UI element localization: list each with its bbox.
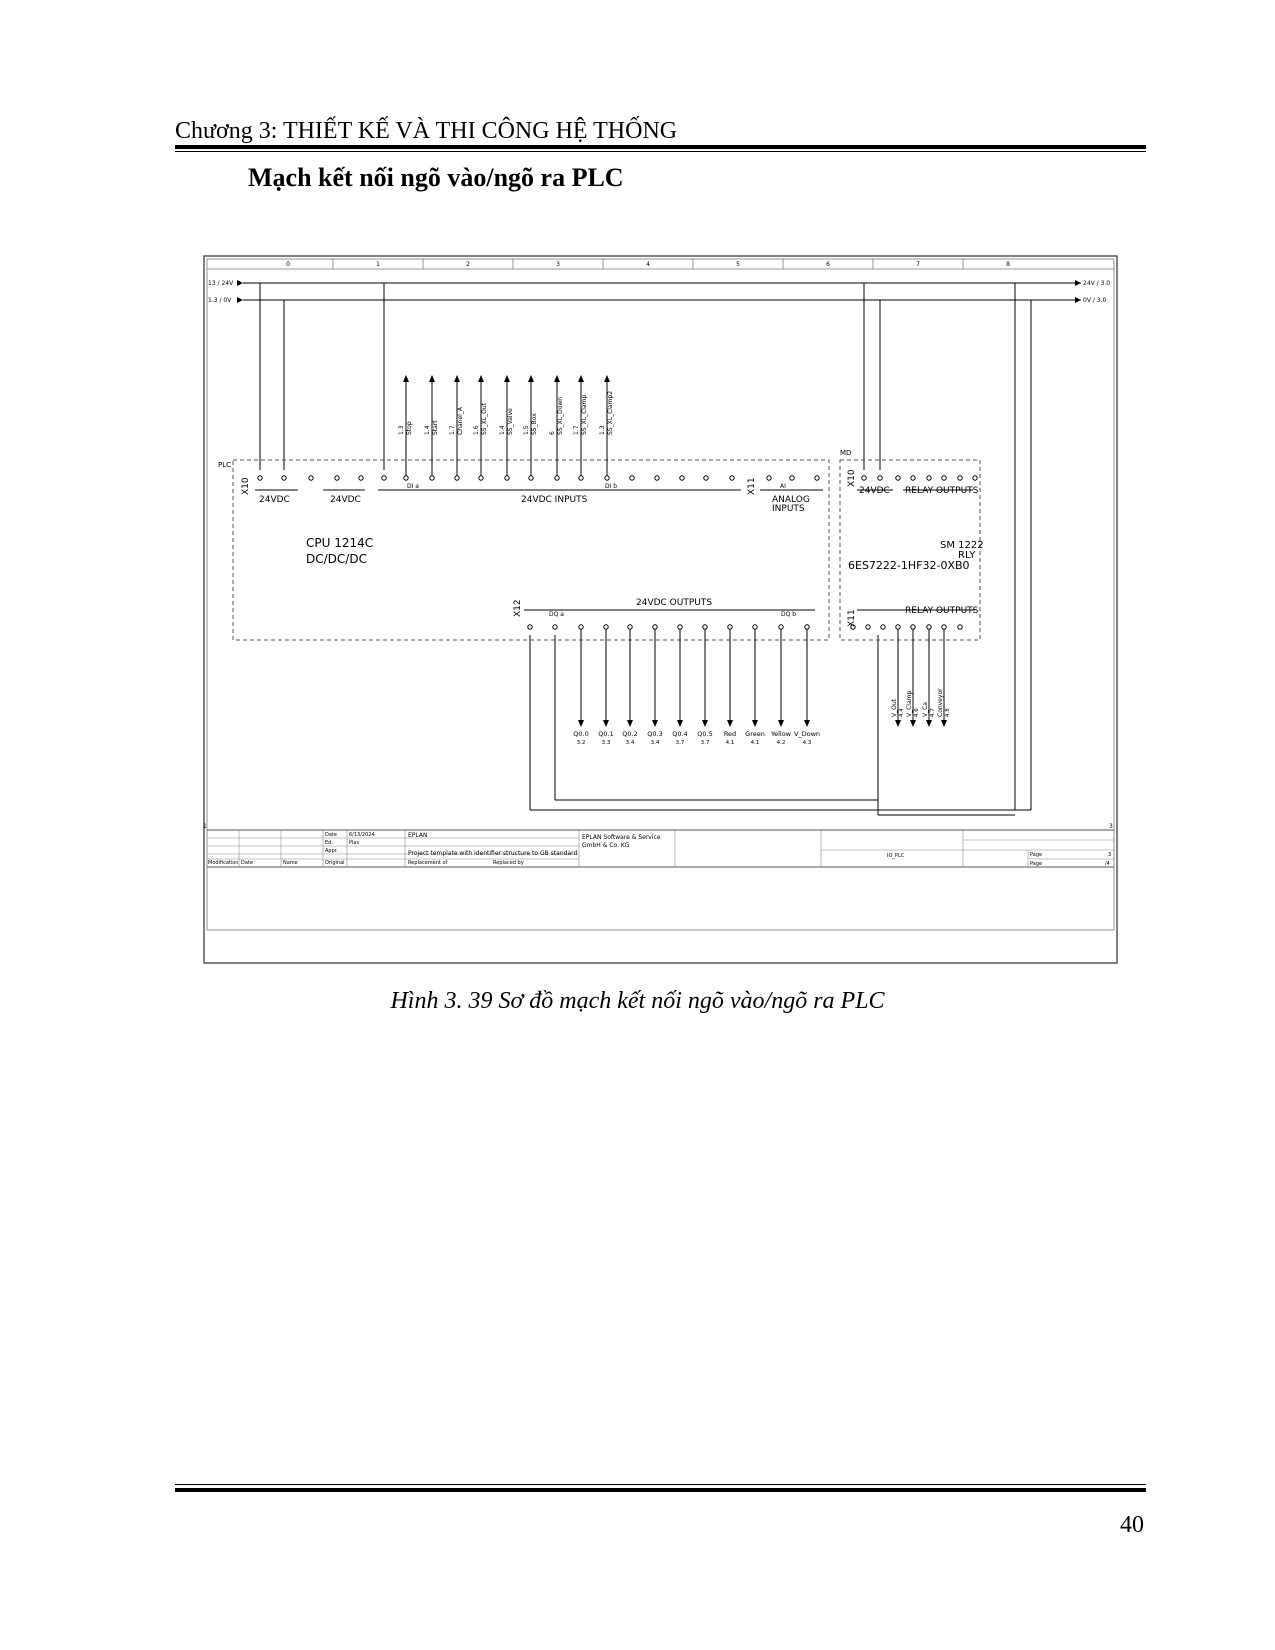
output-signal-name: Q0.4 — [672, 730, 688, 738]
tb-appr-label: Appr. — [325, 848, 338, 854]
analog-inputs-line2: INPUTS — [772, 504, 805, 514]
tb-page-total: /4 — [1105, 861, 1110, 867]
terminal — [942, 625, 946, 629]
sm-name: SM 1222 — [940, 540, 984, 551]
inputs-group-label: 24VDC INPUTS — [521, 495, 588, 505]
input-signal-name: SS_Valve — [507, 408, 514, 435]
terminal — [553, 625, 557, 629]
input-signal-name: Start — [432, 420, 439, 435]
input-ref: 1.3 — [599, 425, 606, 435]
tb-left-corner: 1 — [203, 823, 207, 830]
tb-replacement-label: Replacement of — [408, 860, 448, 866]
tb-date-col-label: Date — [241, 860, 253, 866]
terminal — [579, 476, 583, 480]
group-24vdc-a: 24VDC — [259, 495, 290, 505]
relay-ref: 4.4 — [899, 708, 905, 717]
tb-page-label: Page — [1030, 852, 1043, 858]
output-signal-name: Red — [723, 730, 737, 738]
input-signal-name: Chanel_A — [457, 407, 464, 435]
terminal — [604, 625, 608, 629]
footer-rule-thin — [175, 1484, 1146, 1485]
column-number: 7 — [916, 261, 920, 268]
group-24vdc-b: 24VDC — [330, 495, 361, 505]
terminal — [529, 476, 533, 480]
terminal — [911, 476, 915, 480]
input-signal-name: Stop — [406, 421, 413, 435]
terminal — [815, 476, 819, 480]
terminal — [579, 625, 583, 629]
tb-page-label-2: Page — [1030, 861, 1043, 867]
tb-company: EPLAN — [408, 832, 428, 839]
column-number: 1 — [376, 261, 380, 268]
tb-replaced-label: Replaced by — [493, 860, 524, 866]
column-number: 8 — [1006, 261, 1010, 268]
terminal — [653, 625, 657, 629]
output-ref: 3.3 — [601, 740, 611, 746]
output-signal-name: Green — [745, 730, 765, 738]
output-signal-name: Q0.5 — [697, 730, 713, 738]
tb-date-value: 6/13/2024 — [349, 832, 375, 838]
terminal — [767, 476, 771, 480]
input-signal-name: SS_XL_Clamp2 — [607, 390, 614, 435]
terminal — [605, 476, 609, 480]
terminal — [881, 625, 885, 629]
output-signal-name: Q0.3 — [647, 730, 663, 738]
terminal — [753, 625, 757, 629]
terminal — [958, 625, 962, 629]
terminal — [927, 476, 931, 480]
sm-x11-label: X11 — [847, 609, 857, 627]
output-signal-name: Q0.1 — [598, 730, 614, 738]
input-signal-name: SS_XL_Down — [557, 396, 564, 435]
rail-top-label: 13 / 24V — [208, 280, 234, 287]
terminal — [628, 625, 632, 629]
column-number: 4 — [646, 261, 650, 268]
x11-label-cpu: X11 — [747, 477, 757, 495]
relay-signal-name: V_Out — [891, 699, 898, 717]
input-ref: 1.4 — [424, 425, 431, 435]
terminal — [779, 625, 783, 629]
x10-label: X10 — [241, 477, 251, 495]
terminal — [630, 476, 634, 480]
relay-ref: 4.6 — [914, 708, 920, 717]
ai-label: AI — [780, 483, 786, 490]
dq-a-label: DQ a — [549, 611, 564, 618]
column-number: 6 — [826, 261, 830, 268]
chapter-title: Chương 3: THIẾT KẾ VÀ THI CÔNG HỆ THỐNG — [175, 118, 678, 144]
analog-inputs-line1: ANALOG — [772, 495, 810, 505]
output-signal-name: Q0.2 — [622, 730, 638, 738]
output-ref: 4.1 — [725, 740, 735, 746]
figure-caption: Hình 3. 39 Sơ đồ mạch kết nối ngõ vào/ngõ ra PLC — [390, 988, 885, 1014]
input-signal-name: SS_Box — [531, 413, 538, 435]
di-b-label: DI b — [605, 483, 618, 490]
section-title: Mạch kết nối ngõ vào/ngõ ra PLC — [248, 163, 624, 192]
input-ref: 1.7 — [573, 425, 580, 435]
page-number: 40 — [1120, 1512, 1144, 1538]
output-signal-name: V_Down — [793, 730, 821, 738]
input-signal-name: SS_XL_Out — [481, 403, 488, 435]
terminal — [896, 476, 900, 480]
output-ref: 3.2 — [576, 740, 586, 746]
terminal — [896, 625, 900, 629]
relay-ref: 4.8 — [945, 708, 951, 717]
terminal — [258, 476, 262, 480]
rail-top-right-label: 24V / 3.0 — [1083, 280, 1111, 287]
input-ref: 1.4 — [499, 425, 506, 435]
terminal — [958, 476, 962, 480]
sm-group-24vdc: 24VDC — [859, 486, 890, 496]
output-ref: 3.4 — [625, 740, 635, 746]
input-signal-name: SS_XL_Clamp — [581, 394, 588, 435]
terminal — [973, 476, 977, 480]
plc-io-wiring-diagram — [203, 255, 1119, 965]
terminal — [862, 476, 866, 480]
relay-outputs-top: RELAY OUTPUTS — [905, 486, 979, 496]
terminal — [911, 625, 915, 629]
cpu-variant: DC/DC/DC — [306, 552, 367, 566]
input-ref: 1.3 — [398, 425, 405, 435]
sm-part-number: 6ES7222-1HF32-0XB0 — [848, 559, 970, 572]
terminal — [404, 476, 408, 480]
plc-tag: PLC — [218, 461, 232, 469]
output-ref: 4.3 — [802, 740, 812, 746]
terminal — [678, 625, 682, 629]
terminal — [282, 476, 286, 480]
terminal — [680, 476, 684, 480]
output-ref: 3.7 — [700, 740, 710, 746]
terminal — [528, 625, 532, 629]
output-ref: 4.2 — [776, 740, 786, 746]
di-a-label: DI a — [407, 483, 419, 490]
terminal — [479, 476, 483, 480]
rail-bottom-label: 1.3 / 0V — [208, 297, 232, 304]
terminal — [704, 476, 708, 480]
sm-type: RLY — [958, 550, 976, 561]
relay-signal-name: V_Clamp — [906, 690, 913, 717]
terminal — [335, 476, 339, 480]
tb-ed-label: Ed. — [325, 840, 333, 846]
tb-date-label: Date — [325, 832, 337, 838]
footer-rule — [175, 1488, 1146, 1492]
tb-name-col-label: Name — [283, 860, 298, 866]
terminal — [942, 476, 946, 480]
tb-modification-label: Modification — [208, 860, 239, 866]
header-rule-thin — [175, 151, 1146, 152]
column-number: 2 — [466, 261, 470, 268]
tb-page-value: 3 — [1108, 852, 1112, 858]
tb-project-desc: Project template with identifier structure to GB standard — [408, 850, 578, 857]
terminal — [359, 476, 363, 480]
tb-vendor-line2: GmbH & Co. KG — [582, 842, 630, 849]
column-number: 0 — [286, 261, 290, 268]
terminal — [927, 625, 931, 629]
input-ref: 1.6 — [473, 425, 480, 435]
tb-sheet-code: IO_PLC — [887, 853, 905, 859]
terminal — [866, 625, 870, 629]
rail-bottom-right-label: 0V / 3.0 — [1083, 297, 1107, 304]
column-number: 3 — [556, 261, 560, 268]
input-ref: 6 — [549, 431, 556, 435]
sm-x10-label: X10 — [847, 469, 857, 487]
cpu-model: CPU 1214C — [306, 536, 374, 550]
terminal — [730, 476, 734, 480]
x12-label: X12 — [513, 599, 523, 617]
terminal — [878, 476, 882, 480]
terminal — [790, 476, 794, 480]
input-ref: 1.5 — [523, 425, 530, 435]
dq-b-label: DQ b — [781, 611, 797, 618]
md-tag: MD — [840, 449, 852, 457]
terminal — [555, 476, 559, 480]
tb-original-label: Original — [325, 860, 345, 866]
output-ref: 3.4 — [650, 740, 660, 746]
relay-ref: 4.7 — [930, 708, 936, 717]
terminal — [430, 476, 434, 480]
relay-signal-name: Conveyor — [937, 688, 944, 717]
terminal — [505, 476, 509, 480]
output-signal-name: Yellow — [770, 730, 792, 738]
tb-vendor-line1: EPLAN Software & Service — [582, 834, 661, 841]
output-ref: 4.1 — [750, 740, 760, 746]
outputs-group-label: 24VDC OUTPUTS — [636, 598, 713, 608]
relay-outputs-bottom: RELAY OUTPUTS — [905, 606, 979, 616]
tb-ed-value: Plas — [349, 840, 360, 846]
output-signal-name: Q0.0 — [573, 730, 589, 738]
terminal — [382, 476, 386, 480]
column-number: 5 — [736, 261, 740, 268]
terminal — [655, 476, 659, 480]
header-rule — [175, 145, 1146, 149]
terminal — [309, 476, 313, 480]
tb-right-corner: 3 — [1109, 823, 1113, 830]
terminal — [805, 625, 809, 629]
terminal — [455, 476, 459, 480]
terminal — [703, 625, 707, 629]
relay-signal-name: V_Ca — [922, 702, 929, 717]
input-ref: 1.7 — [449, 425, 456, 435]
output-ref: 3.7 — [675, 740, 685, 746]
terminal — [728, 625, 732, 629]
